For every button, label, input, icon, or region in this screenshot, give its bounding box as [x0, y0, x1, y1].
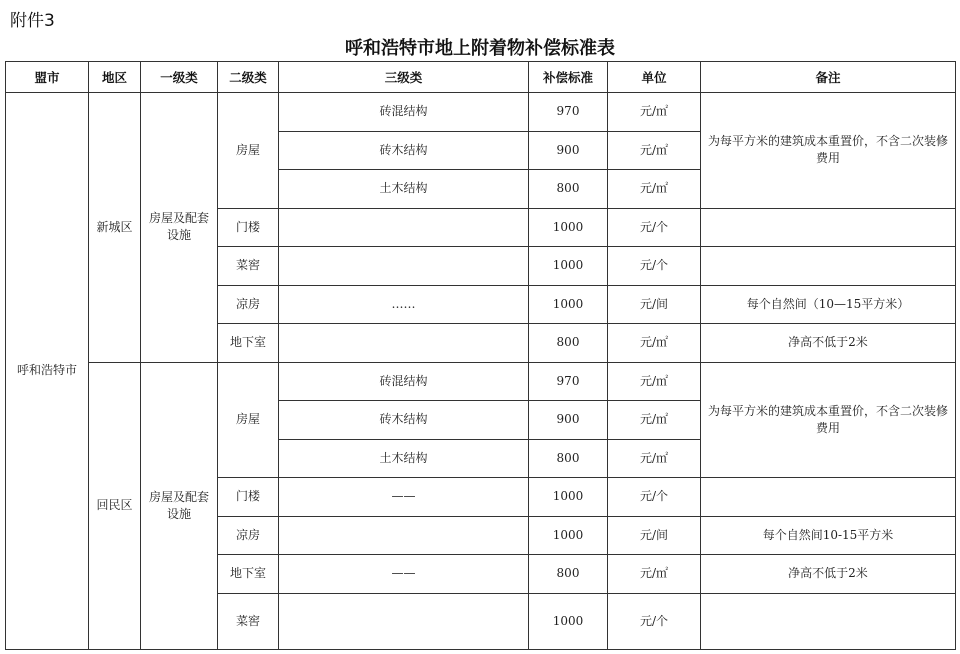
remark-cell [701, 593, 956, 649]
standard-cell: 1000 [529, 516, 608, 555]
level2-cell: 凉房 [218, 285, 279, 324]
level2-cell: 地下室 [218, 555, 279, 594]
district-cell: 回民区 [89, 362, 141, 649]
level3-cell [279, 516, 529, 555]
level3-cell: …… [279, 285, 529, 324]
level3-cell: —— [279, 478, 529, 517]
header-cell-unit: 单位 [608, 62, 701, 93]
level1-cell: 房屋及配套设施 [141, 362, 218, 649]
level3-cell [279, 247, 529, 286]
level1-cell: 房屋及配套设施 [141, 93, 218, 363]
remark-cell [701, 208, 956, 247]
unit-cell: 元/㎡ [608, 555, 701, 594]
unit-cell: 元/㎡ [608, 170, 701, 209]
header-cell-remark: 备注 [701, 62, 956, 93]
league-city-cell: 呼和浩特市 [6, 93, 89, 650]
level3-cell: 砖木结构 [279, 131, 529, 170]
compensation-table [5, 61, 956, 650]
standard-cell: 1000 [529, 285, 608, 324]
remark-cell: 净高不低于2米 [701, 324, 956, 363]
standard-cell: 1000 [529, 478, 608, 517]
header-cell-league-city: 盟市 [6, 62, 89, 93]
level2-cell: 凉房 [218, 516, 279, 555]
header-cell-district: 地区 [89, 62, 141, 93]
level3-cell: 土木结构 [279, 439, 529, 478]
standard-cell: 800 [529, 555, 608, 594]
level3-cell: 砖混结构 [279, 362, 529, 401]
level2-cell: 菜窖 [218, 593, 279, 649]
standard-cell: 1000 [529, 247, 608, 286]
unit-cell: 元/㎡ [608, 131, 701, 170]
level3-cell: 砖木结构 [279, 401, 529, 440]
unit-cell: 元/㎡ [608, 439, 701, 478]
level2-cell: 门楼 [218, 208, 279, 247]
standard-cell: 1000 [529, 593, 608, 649]
remark-cell: 每个自然间10-15平方米 [701, 516, 956, 555]
standard-cell: 900 [529, 131, 608, 170]
unit-cell: 元/间 [608, 285, 701, 324]
level3-cell [279, 593, 529, 649]
unit-cell: 元/㎡ [608, 401, 701, 440]
level2-cell: 菜窖 [218, 247, 279, 286]
standard-cell: 970 [529, 93, 608, 132]
header-row [6, 62, 956, 93]
standard-cell: 800 [529, 439, 608, 478]
document-title: 呼和浩特市地上附着物补偿标准表 [345, 38, 615, 59]
level3-cell [279, 208, 529, 247]
remark-cell [701, 247, 956, 286]
standard-cell: 970 [529, 362, 608, 401]
header-cell-level2: 二级类 [218, 62, 279, 93]
remark-cell: 为每平方米的建筑成本重置价，不含二次装修费用 [701, 362, 956, 478]
table-row [6, 93, 956, 132]
level2-cell: 门楼 [218, 478, 279, 517]
unit-cell: 元/㎡ [608, 362, 701, 401]
unit-cell: 元/㎡ [608, 93, 701, 132]
remark-cell: 每个自然间（10—15平方米） [701, 285, 956, 324]
remark-cell: 净高不低于2米 [701, 555, 956, 594]
header-cell-level3: 三级类 [279, 62, 529, 93]
standard-cell: 800 [529, 170, 608, 209]
level2-cell: 地下室 [218, 324, 279, 363]
table-row [6, 362, 956, 401]
district-cell: 新城区 [89, 93, 141, 363]
attachment-label: 附件3 [10, 11, 55, 31]
level3-cell: —— [279, 555, 529, 594]
unit-cell: 元/间 [608, 516, 701, 555]
remark-cell: 为每平方米的建筑成本重置价，不含二次装修费用 [701, 93, 956, 209]
unit-cell: 元/个 [608, 478, 701, 517]
header-cell-standard: 补偿标准 [529, 62, 608, 93]
unit-cell: 元/个 [608, 247, 701, 286]
standard-cell: 900 [529, 401, 608, 440]
unit-cell: 元/㎡ [608, 324, 701, 363]
level2-cell: 房屋 [218, 362, 279, 478]
header-cell-level1: 一级类 [141, 62, 218, 93]
level3-cell: 土木结构 [279, 170, 529, 209]
remark-cell [701, 478, 956, 517]
level3-cell: 砖混结构 [279, 93, 529, 132]
standard-cell: 1000 [529, 208, 608, 247]
standard-cell: 800 [529, 324, 608, 363]
unit-cell: 元/个 [608, 593, 701, 649]
level2-cell: 房屋 [218, 93, 279, 209]
level3-cell [279, 324, 529, 363]
unit-cell: 元/个 [608, 208, 701, 247]
